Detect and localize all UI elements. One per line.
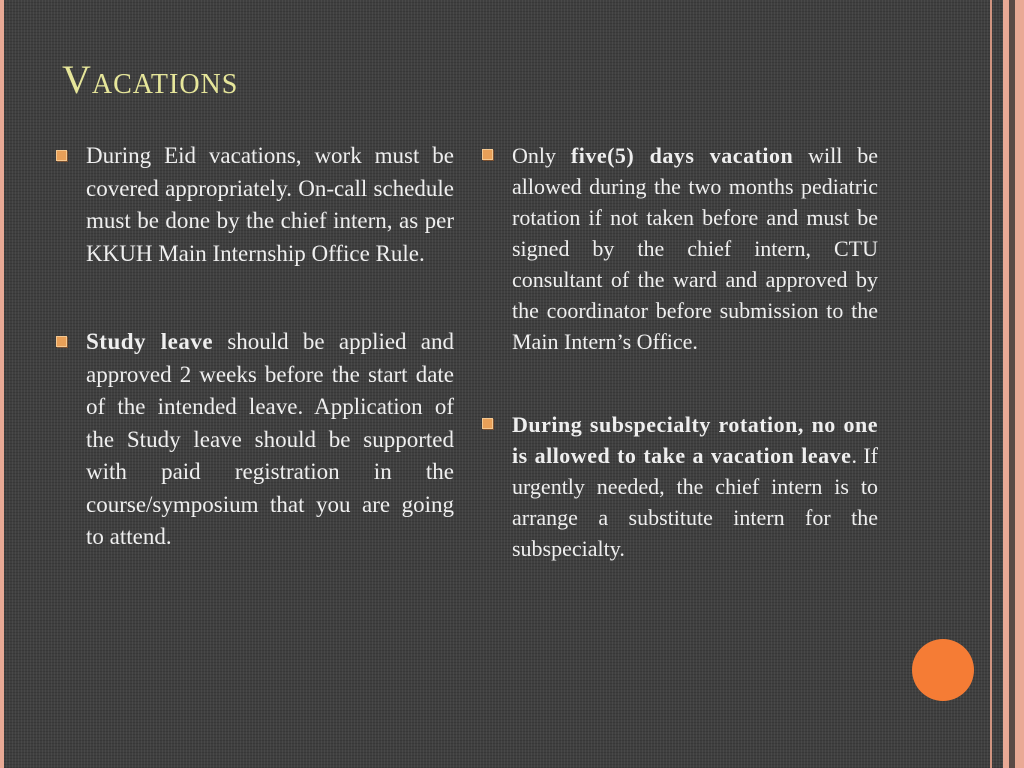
- bullet-text: [86, 326, 454, 554]
- left-column: [52, 140, 454, 594]
- right-column: [478, 140, 878, 604]
- right-border-outer-strip: [1015, 0, 1024, 768]
- bullet-five-days-vacation: [478, 140, 878, 357]
- text-run: will be allowed during the two months pediatric rotation if not taken before and must be signed by the chief intern, CTU consultant of the ward and approved by the coordinator before submission to the Main Intern’s Office.: [512, 143, 879, 354]
- text-run-bold: During subspecialty rotation, no one is allowed to take a vacation leave: [512, 412, 878, 468]
- text-run-bold: five(5) days vacation: [570, 143, 794, 168]
- left-border-strip: [0, 0, 4, 768]
- square-bullet-icon: [482, 418, 493, 429]
- right-border-line: [990, 0, 992, 768]
- square-bullet-icon: [56, 150, 67, 161]
- bullet-subspecialty-rotation: [478, 409, 878, 564]
- slide-title: Vacations: [62, 57, 239, 102]
- text-run-bold: Study leave: [86, 329, 214, 354]
- text-run: . If urgently needed, the chief intern is to arrange a substitute intern for the subspecialty.: [512, 443, 878, 561]
- text-run: During Eid vacations, work must be covered appropriately. On-call schedule must be done by the chief intern, as per KKUH Main Internship Office Rule.: [86, 143, 454, 266]
- bullet-study-leave: [52, 326, 454, 554]
- square-bullet-icon: [482, 149, 493, 160]
- text-run: should be applied and approved 2 weeks before the start date of the intended leave. Application of the Study leave should be supported with paid registration in the course/symposium that you are going to attend.: [86, 329, 454, 549]
- orange-circle-decoration: [912, 639, 974, 701]
- bullet-eid-vacations: [52, 140, 454, 270]
- text-run: Only: [512, 143, 571, 168]
- bullet-text: [86, 140, 454, 270]
- bullet-text: [512, 140, 878, 357]
- square-bullet-icon: [56, 336, 67, 347]
- bullet-text: [512, 409, 878, 564]
